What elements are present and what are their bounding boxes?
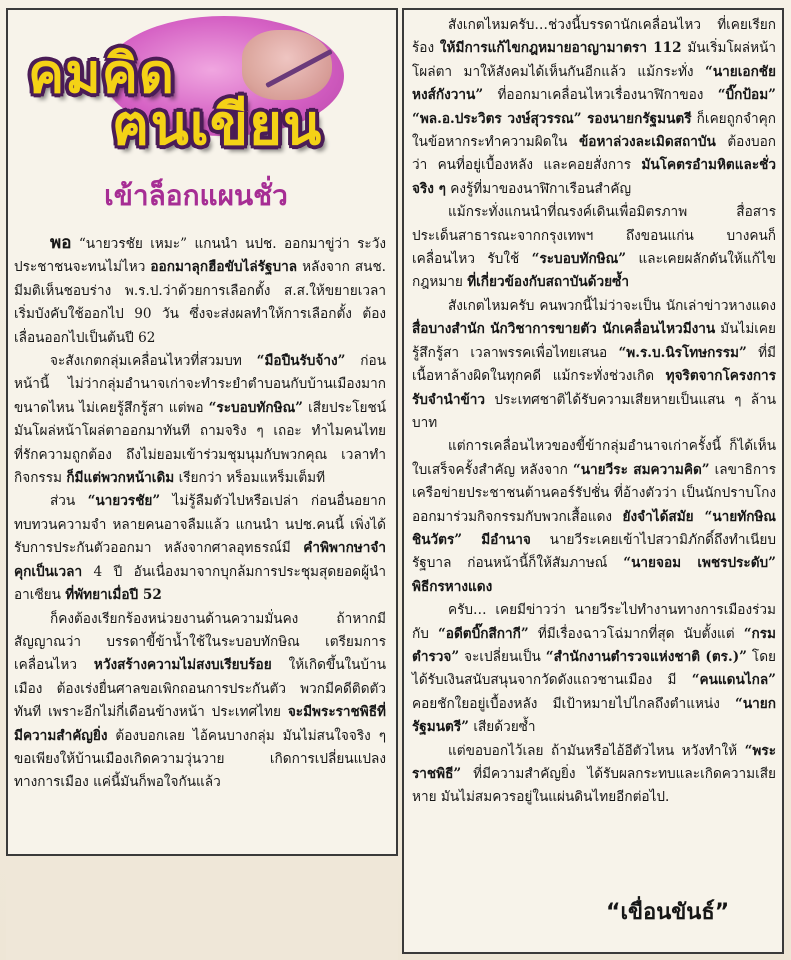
emphasis-text: ที่พัทยาเมื่อปี 52 xyxy=(65,587,162,604)
emphasis-text: “พระราชพิธี” xyxy=(412,742,776,782)
body-text: ไม่รู้ลืมตัวไปหรือเปล่า ก่อนอื่นอยากทบทวนความจำ หลายคนอาจลืมแล้ว แกนนำ นปช.คนนี้ เพิ่งได้รับการประกันตัวออกมา หลังจากศาลอุทธรณ์มี xyxy=(14,493,387,557)
emphasis-text: หวังสร้างความไม่สงบเรียบร้อย xyxy=(93,657,272,674)
body-text: และเคยผลักดันให้แก้ไขกฎหมาย xyxy=(412,251,776,291)
emphasis-text: มันโคตรอำมหิตและชั่วจริง ๆ xyxy=(412,157,776,197)
article-paragraph xyxy=(14,608,386,795)
body-text: ที่มีเนื้อหาล้างผิดในทุกคดี แม้กระทั่งช่วงเกิด xyxy=(412,344,776,385)
article-paragraph xyxy=(412,740,776,810)
article-paragraph xyxy=(14,350,386,490)
body-text: ที่มีเรื่องฉาวโฉ่มากที่สุด นับตั้งแต่ xyxy=(528,625,744,642)
column-masthead xyxy=(12,10,382,160)
body-text: ประเทศชาติได้รับความเสียหายเป็นแสน ๆ ล้านบาท xyxy=(412,391,776,431)
body-text: จะสังเกตกลุ่มเคลื่อนไหวที่สวมบท xyxy=(50,353,257,370)
article-paragraph xyxy=(412,599,776,739)
body-text: แต่ขอบอกไว้เลย ถ้ามันหรือไอ้อีตัวไหน หวังทำให้ xyxy=(448,742,745,759)
article-paragraph xyxy=(412,201,776,295)
body-text: โดยได้รับเงินสนับสนุนจากวัดดังแถวชานเมือง มี xyxy=(412,648,776,689)
masthead-line2: ฅนเขียน xyxy=(112,93,323,158)
body-text: “นายวรชัย เหมะ” แกนนำ นปช. ออกมาขู่ว่า ระวังประชาชนจะทนไม่ไหว xyxy=(14,236,386,276)
emphasis-text: “พ.ร.บ.นิรโทษกรรม” xyxy=(618,344,747,361)
article-paragraph xyxy=(412,14,776,201)
emphasis-text: ก็มีแต่พวกหน้าเดิม xyxy=(66,470,175,487)
body-text: ที่มีความสำคัญยิ่ง ได้รับผลกระทบและเกิดความเสียหาย มันไม่สมควรอยู่ในแผ่นดินไทยอีกต่อไป. xyxy=(412,766,776,806)
author-signature: “เขื่อนขันธ์” xyxy=(606,900,730,925)
emphasis-text: ทุจริตจากโครงการรับจำนำข้าว xyxy=(412,368,776,408)
article-paragraph xyxy=(14,490,386,607)
body-text: หลังจาก สนช. มีมติเห็นชอบร่าง พ.ร.ป.ว่าด้วยการเลือกตั้ง ส.ส.ให้ขยายเวลาเริ่มบังคับใช้ออกไป 90 วัน ซึ่งจะส่งผลทำให้การเลือกตั้ง ต้องเลื่อนออกไปเป็นต้นปี 62 xyxy=(14,259,386,346)
emphasis-text: “นายจอม เพชรประดับ” พิธีกรหางแดง xyxy=(412,555,776,595)
left-article-body xyxy=(14,232,386,795)
body-text: คงรู้ที่มาของนาฬิกาเรือนสำคัญ xyxy=(445,180,632,197)
body-text: สังเกตไหมครับ…ช่วงนี้บรรดานักเคลื่อนไหว ที่เคยเรียกร้อง xyxy=(412,17,776,57)
page-margin xyxy=(6,860,398,960)
body-text: จะเปลี่ยนเป็น xyxy=(459,648,546,665)
emphasis-text: “สำนักงานตำรวจแห่งชาติ (ตร.)” xyxy=(545,648,747,665)
body-text: ครับ… เคยมีข่าวว่า นายวีระไปทำงานทางการเมืองร่วมกับ xyxy=(412,602,776,642)
emphasis-text: คำพิพากษาจำคุกเป็นเวลา xyxy=(14,540,386,580)
body-text: นายวีระเคยเข้าไปสวามิภักดิ์ถึงทำเนียบรัฐบาล ก่อนหน้านี้ก็ให้สัมภาษณ์ xyxy=(412,531,776,572)
body-text: คอยชักใยอยู่เบื้องหลัง มีเป้าหมายไปไกลถึงตำแหน่ง xyxy=(412,695,736,712)
article-paragraph xyxy=(412,435,776,599)
emphasis-text: “ระบอบทักษิณ” xyxy=(531,251,627,268)
emphasis-text: สื่อบางสำนัก นักวิชาการขายตัว นักเคลื่อนไหวมีงาน xyxy=(412,321,716,338)
emphasis-text: “นายวีระ สมความคิด” xyxy=(572,461,710,478)
emphasis-text: “อดีตบิ๊กสีกากี” xyxy=(437,625,529,642)
emphasis-text: “นายวรชัย” xyxy=(87,493,161,510)
body-text: แม้กระทั่งแกนนำที่ณรงค์เดินเพื่อมิตรภาพ สื่อสารประเด็นสาธารณะจากกรุงเทพฯ ถึงขอนแก่น บางคนก็เคลื่อนไหว รับใช้ xyxy=(412,204,776,268)
body-text: มันไม่เคยรู้สึกรู้สา เวลาพรรคเพื่อไทยเสนอ xyxy=(412,321,776,361)
emphasis-text: ยังจำได้สมัย “นายทักษิณ ชินวัตร” มีอำนาจ xyxy=(412,508,776,548)
body-text: มันเริ่มโผล่หน้าโผล่ตา มาให้สังคมได้เห็นกันอีกแล้ว แม้กระทั่ง xyxy=(412,40,776,80)
body-text: ต้องบอกเลย ไอ้คนบางกลุ่ม มันไม่สนใจจริง ๆ ขอเพียงให้บ้านเมืองเกิดความวุ่นวาย เกิดการเปลี่ยนแปลงทางการเมือง แค่นี้มันก็พอใจกันแล้ว xyxy=(14,727,386,791)
emphasis-text: ข้อหาล่วงละเมิดสถาบัน xyxy=(578,134,716,151)
emphasis-text: ให้มีการแก้ไขกฎหมายอาญามาตรา 112 xyxy=(439,40,682,57)
body-text: 4 ปี อันเนื่องมาจากบุกล้มการประชุมสุดยอดผู้นำอาเซียน xyxy=(14,563,386,604)
body-text: ก่อนหน้านี้ ไม่ว่ากลุ่มอำนาจเก่าจะทำระยำตำบอนกับบ้านเมืองมากขนาดไหน ไม่เคยรู้สึกรู้สา แต่พอ xyxy=(14,353,386,416)
article-paragraph xyxy=(412,295,776,435)
body-text: ที่ออกมาเคลื่อนไหวเรื่องนาฬิกาของ xyxy=(483,87,718,104)
body-text: ต้องบอกว่า คนที่อยู่เบื้องหลัง และคอยสั่งการ xyxy=(412,134,776,174)
emphasis-text: ที่เกี่ยวข้องกับสถาบันด้วยซ้ำ xyxy=(467,274,629,291)
masthead-line1: คมคิด xyxy=(28,42,175,105)
emphasis-text: “มือปืนรับจ้าง” xyxy=(256,353,346,370)
emphasis-text: “นายเอกชัย หงส์กังวาน” xyxy=(412,63,776,104)
right-article-body xyxy=(412,14,776,810)
body-text: สังเกตไหมครับ คนพวกนี้ไม่ว่าจะเป็น นักเล่าข่าวหางแดง xyxy=(448,297,776,314)
article-paragraph xyxy=(14,232,386,350)
body-text: เสียประโยชน์ มันโผล่หน้าโผล่ตาออกมาทันที ถามจริง ๆ เถอะ ทำไมคนไทยที่รักความถูกต้อง ถึงไม่ยอมเข้าร่วมชุมนุมกับพวกคุณ เวลาทำกิจกรรม xyxy=(14,399,386,487)
emphasis-text: “คนแดนไกล” xyxy=(691,672,776,689)
emphasis-text: “นายกรัฐมนตรี” xyxy=(412,695,776,736)
emphasis-text: “บิ๊กป้อม” “พล.อ.ประวิตร วงษ์สุวรรณ” รองนายกรัฐมนตรี xyxy=(412,87,776,127)
emphasis-text: “กรมตำรวจ” xyxy=(412,625,777,665)
body-text: เสียด้วยซ้ำ xyxy=(469,719,536,736)
body-text: เลขาธิการเครือข่ายประชาชนต้านคอร์รัปชั่น ที่อ้างตัวว่า เป็นนักปราบโกง ออกมาร่วมกิจกรรมกับพวกเสื้อแดง xyxy=(412,461,777,525)
lead-word: พอ xyxy=(50,233,72,253)
article-headline: เข้าล็อกแผนชั่ว xyxy=(104,179,288,212)
body-text: ก็เคยถูกจำคุกในข้อหากระทำความผิดใน xyxy=(412,110,777,151)
emphasis-text: จะมีพระราชพิธีที่มีความสำคัญยิ่ง xyxy=(14,704,386,744)
body-text: ก็คงต้องเรียกร้องหน่วยงานด้านความมั่นคง ถ้าหากมีสัญญาณว่า บรรดาขี้ข้าน้ำใช้ในระบอบทักษิณ เตรียมการเคลื่อนไหว xyxy=(14,610,386,674)
emphasis-text: ออกมาลุกฮือขับไล่รัฐบาล xyxy=(150,259,298,276)
emphasis-text: “ระบอบทักษิณ” xyxy=(208,399,304,416)
body-text: แต่การเคลื่อนไหวของขี้ข้ากลุ่มอำนาจเก่าครั้งนี้ ก็ได้เห็นใบเสร็จครั้งสำคัญ หลังจาก xyxy=(412,438,776,478)
body-text: ให้เกิดขึ้นในบ้านเมือง ต้องเร่งยื่นศาลขอเพิกถอนการประกันตัว พวกมีคดีติดตัวทันที เพราะอีกไม่กี่เดือนข้างหน้า ประเทศไทย xyxy=(14,657,386,721)
body-text: เรียกว่า หร็อมแหร็มเต็มที xyxy=(174,470,326,487)
body-text: ส่วน xyxy=(50,493,88,510)
